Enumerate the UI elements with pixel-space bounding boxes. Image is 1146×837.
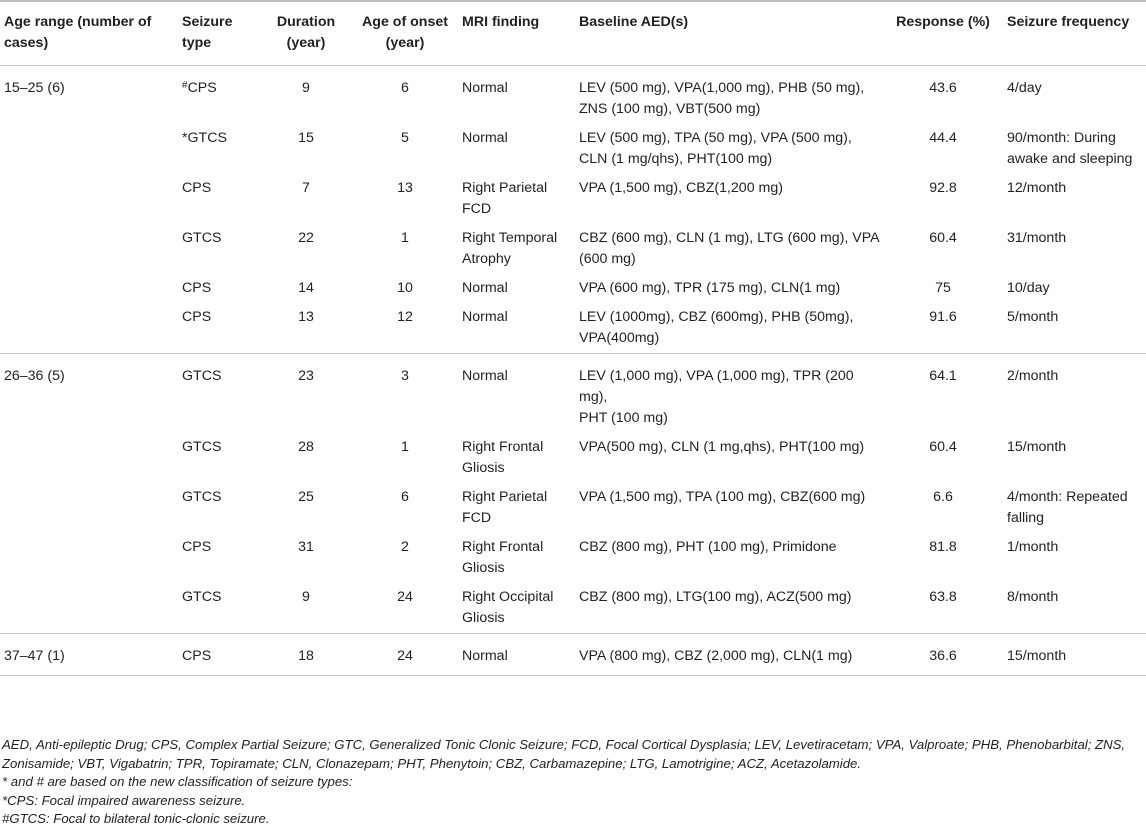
- cell-seizure-type: [182, 66, 264, 124]
- cell-age-range: [0, 66, 182, 124]
- cell-age-onset-text: 6: [401, 489, 409, 505]
- cell-age-onset-text: 13: [397, 180, 413, 196]
- cell-mri: [462, 302, 579, 354]
- cell-mri: [462, 432, 579, 482]
- footnote-classification: * and # are based on the new classification of seizure types:: [2, 774, 353, 789]
- cell-frequency-text: 10/day: [1007, 280, 1050, 296]
- cell-frequency-text: 8/month: [1007, 589, 1059, 605]
- cell-mri-text: Right Temporal Atrophy: [462, 230, 558, 267]
- cell-response-text: 44.4: [929, 130, 957, 146]
- cell-response: [881, 482, 1005, 532]
- cell-aed: [579, 173, 881, 223]
- cell-aed: [579, 482, 881, 532]
- cell-age-range: [0, 432, 182, 482]
- cell-mri-text: Normal: [462, 280, 508, 296]
- cell-frequency: [1005, 634, 1146, 676]
- table-row: [0, 173, 1146, 223]
- cell-response: [881, 432, 1005, 482]
- cell-age-onset: [348, 173, 462, 223]
- cell-age-onset-text: 10: [397, 280, 413, 296]
- cell-seizure-type-text: CPS: [187, 80, 217, 96]
- cell-mri: [462, 582, 579, 634]
- table-footnotes: [2, 736, 1142, 829]
- cell-seizure-type: [182, 432, 264, 482]
- table-header: [0, 3, 1146, 66]
- cell-aed: [579, 123, 881, 173]
- cell-aed: [579, 273, 881, 302]
- cell-aed-text: VPA (1,500 mg), CBZ(1,200 mg): [579, 180, 783, 196]
- cell-mri-text: Normal: [462, 130, 508, 146]
- cell-duration: [264, 173, 348, 223]
- cell-age-onset-text: 24: [397, 589, 413, 605]
- top-rule: [0, 0, 1146, 2]
- cell-aed-text: VPA (600 mg), TPR (175 mg), CLN(1 mg): [579, 280, 841, 296]
- cell-seizure-type: [182, 354, 264, 433]
- cell-mri-text: Normal: [462, 368, 508, 384]
- cell-age-onset: [348, 273, 462, 302]
- cell-mri-text: Right Parietal FCD: [462, 489, 548, 526]
- cell-duration-text: 7: [302, 180, 310, 196]
- cell-age-onset-text: 6: [401, 80, 409, 96]
- header-frequency: Seizure frequency: [1005, 3, 1146, 66]
- table-body: [0, 66, 1146, 676]
- cell-mri: [462, 354, 579, 433]
- footnote-marker: #: [182, 80, 188, 91]
- cell-mri-text: Normal: [462, 80, 508, 96]
- cell-seizure-type-text: GTCS: [182, 439, 222, 455]
- cell-response-text: 91.6: [929, 309, 957, 325]
- cell-age-range: [0, 123, 182, 173]
- cell-age-range: [0, 634, 182, 676]
- cell-aed: [579, 354, 881, 433]
- cell-age-onset-text: 5: [401, 130, 409, 146]
- cell-response-text: 60.4: [929, 230, 957, 246]
- cell-duration-text: 15: [298, 130, 314, 146]
- cell-frequency-text: 15/month: [1007, 439, 1067, 455]
- cell-response: [881, 634, 1005, 676]
- cell-duration: [264, 532, 348, 582]
- cell-mri: [462, 482, 579, 532]
- cell-age-onset: [348, 223, 462, 273]
- cell-response: [881, 273, 1005, 302]
- cell-response: [881, 66, 1005, 124]
- cell-age-onset-text: 1: [401, 230, 409, 246]
- cell-aed: [579, 532, 881, 582]
- cell-age-range: [0, 273, 182, 302]
- cell-age-range: [0, 302, 182, 354]
- cell-duration-text: 22: [298, 230, 314, 246]
- cell-seizure-type-text: GTCS: [182, 489, 222, 505]
- cell-duration-text: 28: [298, 439, 314, 455]
- cell-response: [881, 302, 1005, 354]
- cell-response: [881, 354, 1005, 433]
- cell-response-text: 43.6: [929, 80, 957, 96]
- cell-mri-text: Right Frontal Gliosis: [462, 439, 544, 476]
- cell-duration: [264, 66, 348, 124]
- header-mri: MRI finding: [462, 3, 579, 66]
- cell-age-onset: [348, 66, 462, 124]
- cell-aed: [579, 302, 881, 354]
- cell-age-onset-text: 12: [397, 309, 413, 325]
- cell-frequency: [1005, 66, 1146, 124]
- cell-response-text: 36.6: [929, 648, 957, 664]
- table-row: [0, 482, 1146, 532]
- table-row: [0, 432, 1146, 482]
- table-row: [0, 302, 1146, 354]
- cell-age-onset-text: 2: [401, 539, 409, 555]
- cell-seizure-type-text: GTCS: [182, 230, 222, 246]
- cell-aed-text: CBZ (800 mg), LTG(100 mg), ACZ(500 mg): [579, 589, 852, 605]
- footnote-cps: *CPS: Focal impaired awareness seizure.: [2, 792, 246, 808]
- cell-seizure-type-text: CPS: [182, 648, 212, 664]
- cell-response: [881, 223, 1005, 273]
- cell-response-text: 92.8: [929, 180, 957, 196]
- cell-aed-text: CBZ (600 mg), CLN (1 mg), LTG (600 mg), VPA (600 mg): [579, 230, 879, 267]
- cell-duration-text: 14: [298, 280, 314, 296]
- header-seizure-type: Seizure type: [182, 3, 264, 66]
- cell-duration-text: 9: [302, 589, 310, 605]
- cell-response: [881, 173, 1005, 223]
- cell-mri: [462, 173, 579, 223]
- cell-frequency-text: 5/month: [1007, 309, 1059, 325]
- cell-age-range: [0, 173, 182, 223]
- cell-age-onset: [348, 532, 462, 582]
- cell-frequency: [1005, 432, 1146, 482]
- cell-seizure-type: [182, 532, 264, 582]
- cell-aed-text: LEV (1000mg), CBZ (600mg), PHB (50mg), VPA(400mg): [579, 309, 854, 346]
- header-aed: Baseline AED(s): [579, 3, 881, 66]
- cell-response: [881, 123, 1005, 173]
- cell-frequency: [1005, 173, 1146, 223]
- cell-frequency-text: 12/month: [1007, 180, 1067, 196]
- table-row: [0, 354, 1146, 433]
- cell-frequency: [1005, 273, 1146, 302]
- cell-seizure-type-text: CPS: [182, 180, 212, 196]
- cell-seizure-type: [182, 634, 264, 676]
- header-age-onset: Age of onset (year): [348, 3, 462, 66]
- cell-aed: [579, 432, 881, 482]
- cell-duration-text: 18: [298, 648, 314, 664]
- cell-duration: [264, 634, 348, 676]
- cell-age-range-text: 26–36 (5): [4, 368, 65, 384]
- cell-seizure-type-text: CPS: [182, 309, 212, 325]
- cell-frequency-text: 1/month: [1007, 539, 1059, 555]
- cell-age-onset: [348, 634, 462, 676]
- cell-duration-text: 9: [302, 80, 310, 96]
- cell-mri: [462, 532, 579, 582]
- cell-seizure-type: [182, 123, 264, 173]
- cell-mri-text: Normal: [462, 648, 508, 664]
- cell-aed-text: VPA (1,500 mg), TPA (100 mg), CBZ(600 mg): [579, 489, 866, 505]
- cell-frequency-text: 2/month: [1007, 368, 1059, 384]
- cell-duration: [264, 123, 348, 173]
- footnote-abbreviations: AED, Anti-epileptic Drug; CPS, Complex Partial Seizure; GTC, Generalized Tonic Clonic Seizure; FCD, Focal Cortical Dysplasia; LEV, Levetiracetam; VPA, Valproate; PHB, Phenobarbital; ZNS, Zonisamide; VBT, Vigabatrin; TPR, Topiramate; CLN, Clonazepam; PHT, Phenytoin; CBZ, Carbamazepine; LTG, Lamotrigine; ACZ, Acetazolamide.: [2, 737, 1126, 771]
- cell-frequency: [1005, 302, 1146, 354]
- cell-seizure-type-text: CPS: [182, 280, 212, 296]
- cell-aed-text: VPA(500 mg), CLN (1 mg,qhs), PHT(100 mg): [579, 439, 865, 455]
- cell-aed: [579, 634, 881, 676]
- cell-response-text: 6.6: [933, 489, 953, 505]
- footnote-gtcs: #GTCS: Focal to bilateral tonic-clonic seizure.: [2, 811, 270, 826]
- cell-age-range: [0, 482, 182, 532]
- cell-frequency-text: 15/month: [1007, 648, 1067, 664]
- cell-duration-text: 13: [298, 309, 314, 325]
- table-row: [0, 634, 1146, 676]
- cell-duration: [264, 482, 348, 532]
- cell-duration: [264, 582, 348, 634]
- cell-age-onset: [348, 482, 462, 532]
- cell-age-range-text: 15–25 (6): [4, 80, 65, 96]
- header-row: [0, 3, 1146, 66]
- cell-aed-text: LEV (1,000 mg), VPA (1,000 mg), TPR (200 mg), PHT (100 mg): [579, 368, 854, 426]
- cell-response: [881, 582, 1005, 634]
- cell-frequency: [1005, 482, 1146, 532]
- cell-age-range: [0, 354, 182, 433]
- cell-seizure-type-text: GTCS: [182, 368, 222, 384]
- cell-seizure-type-text: CPS: [182, 539, 212, 555]
- cell-age-onset-text: 3: [401, 368, 409, 384]
- cell-duration-text: 23: [298, 368, 314, 384]
- cell-duration: [264, 432, 348, 482]
- cell-mri: [462, 273, 579, 302]
- cell-age-range: [0, 582, 182, 634]
- cell-aed: [579, 223, 881, 273]
- cell-seizure-type: [182, 273, 264, 302]
- cell-aed-text: VPA (800 mg), CBZ (2,000 mg), CLN(1 mg): [579, 648, 853, 664]
- cell-age-range-text: 37–47 (1): [4, 648, 65, 664]
- cell-duration: [264, 302, 348, 354]
- cell-age-range: [0, 223, 182, 273]
- cell-frequency: [1005, 123, 1146, 173]
- cell-mri-text: Right Frontal Gliosis: [462, 539, 544, 576]
- cell-aed: [579, 66, 881, 124]
- cell-seizure-type: [182, 223, 264, 273]
- cell-response-text: 63.8: [929, 589, 957, 605]
- cell-aed-text: CBZ (800 mg), PHT (100 mg), Primidone: [579, 539, 837, 555]
- cell-duration-text: 25: [298, 489, 314, 505]
- cell-aed-text: LEV (500 mg), VPA(1,000 mg), PHB (50 mg), ZNS (100 mg), VBT(500 mg): [579, 80, 865, 117]
- cell-response-text: 64.1: [929, 368, 957, 384]
- cell-frequency-text: 31/month: [1007, 230, 1067, 246]
- cell-mri-text: Right Parietal FCD: [462, 180, 548, 217]
- table-row: [0, 582, 1146, 634]
- cell-age-onset-text: 24: [397, 648, 413, 664]
- header-duration: Duration (year): [264, 3, 348, 66]
- cell-response-text: 81.8: [929, 539, 957, 555]
- clinical-data-table: [0, 3, 1146, 676]
- cell-age-onset: [348, 302, 462, 354]
- cell-mri-text: Normal: [462, 309, 508, 325]
- cell-age-range: [0, 532, 182, 582]
- cell-mri: [462, 223, 579, 273]
- cell-seizure-type: [182, 302, 264, 354]
- cell-aed: [579, 582, 881, 634]
- cell-aed-text: LEV (500 mg), TPA (50 mg), VPA (500 mg), CLN (1 mg/qhs), PHT(100 mg): [579, 130, 852, 167]
- cell-duration-text: 31: [298, 539, 314, 555]
- cell-frequency-text: 90/month: During awake and sleeping: [1007, 130, 1133, 167]
- cell-frequency-text: 4/day: [1007, 80, 1042, 96]
- cell-frequency: [1005, 354, 1146, 433]
- table-row: [0, 123, 1146, 173]
- cell-seizure-type: [182, 582, 264, 634]
- cell-duration: [264, 223, 348, 273]
- cell-age-onset: [348, 354, 462, 433]
- cell-age-onset: [348, 123, 462, 173]
- cell-frequency-text: 4/month: Repeated falling: [1007, 489, 1128, 526]
- cell-response-text: 60.4: [929, 439, 957, 455]
- cell-duration: [264, 273, 348, 302]
- cell-mri: [462, 66, 579, 124]
- cell-seizure-type-text: *GTCS: [182, 130, 227, 146]
- cell-seizure-type-text: GTCS: [182, 589, 222, 605]
- table-row: [0, 223, 1146, 273]
- cell-age-onset: [348, 582, 462, 634]
- table-row: [0, 532, 1146, 582]
- cell-mri: [462, 634, 579, 676]
- header-age-range: Age range (number of cases): [0, 3, 182, 66]
- cell-age-onset-text: 1: [401, 439, 409, 455]
- table-row: [0, 66, 1146, 124]
- cell-age-onset: [348, 432, 462, 482]
- cell-frequency: [1005, 582, 1146, 634]
- cell-seizure-type: [182, 173, 264, 223]
- cell-mri: [462, 123, 579, 173]
- cell-frequency: [1005, 223, 1146, 273]
- cell-seizure-type: [182, 482, 264, 532]
- header-response: Response (%): [881, 3, 1005, 66]
- cell-response-text: 75: [935, 280, 951, 296]
- cell-mri-text: Right Occipital Gliosis: [462, 589, 554, 626]
- cell-duration: [264, 354, 348, 433]
- cell-frequency: [1005, 532, 1146, 582]
- table-row: [0, 273, 1146, 302]
- cell-response: [881, 532, 1005, 582]
